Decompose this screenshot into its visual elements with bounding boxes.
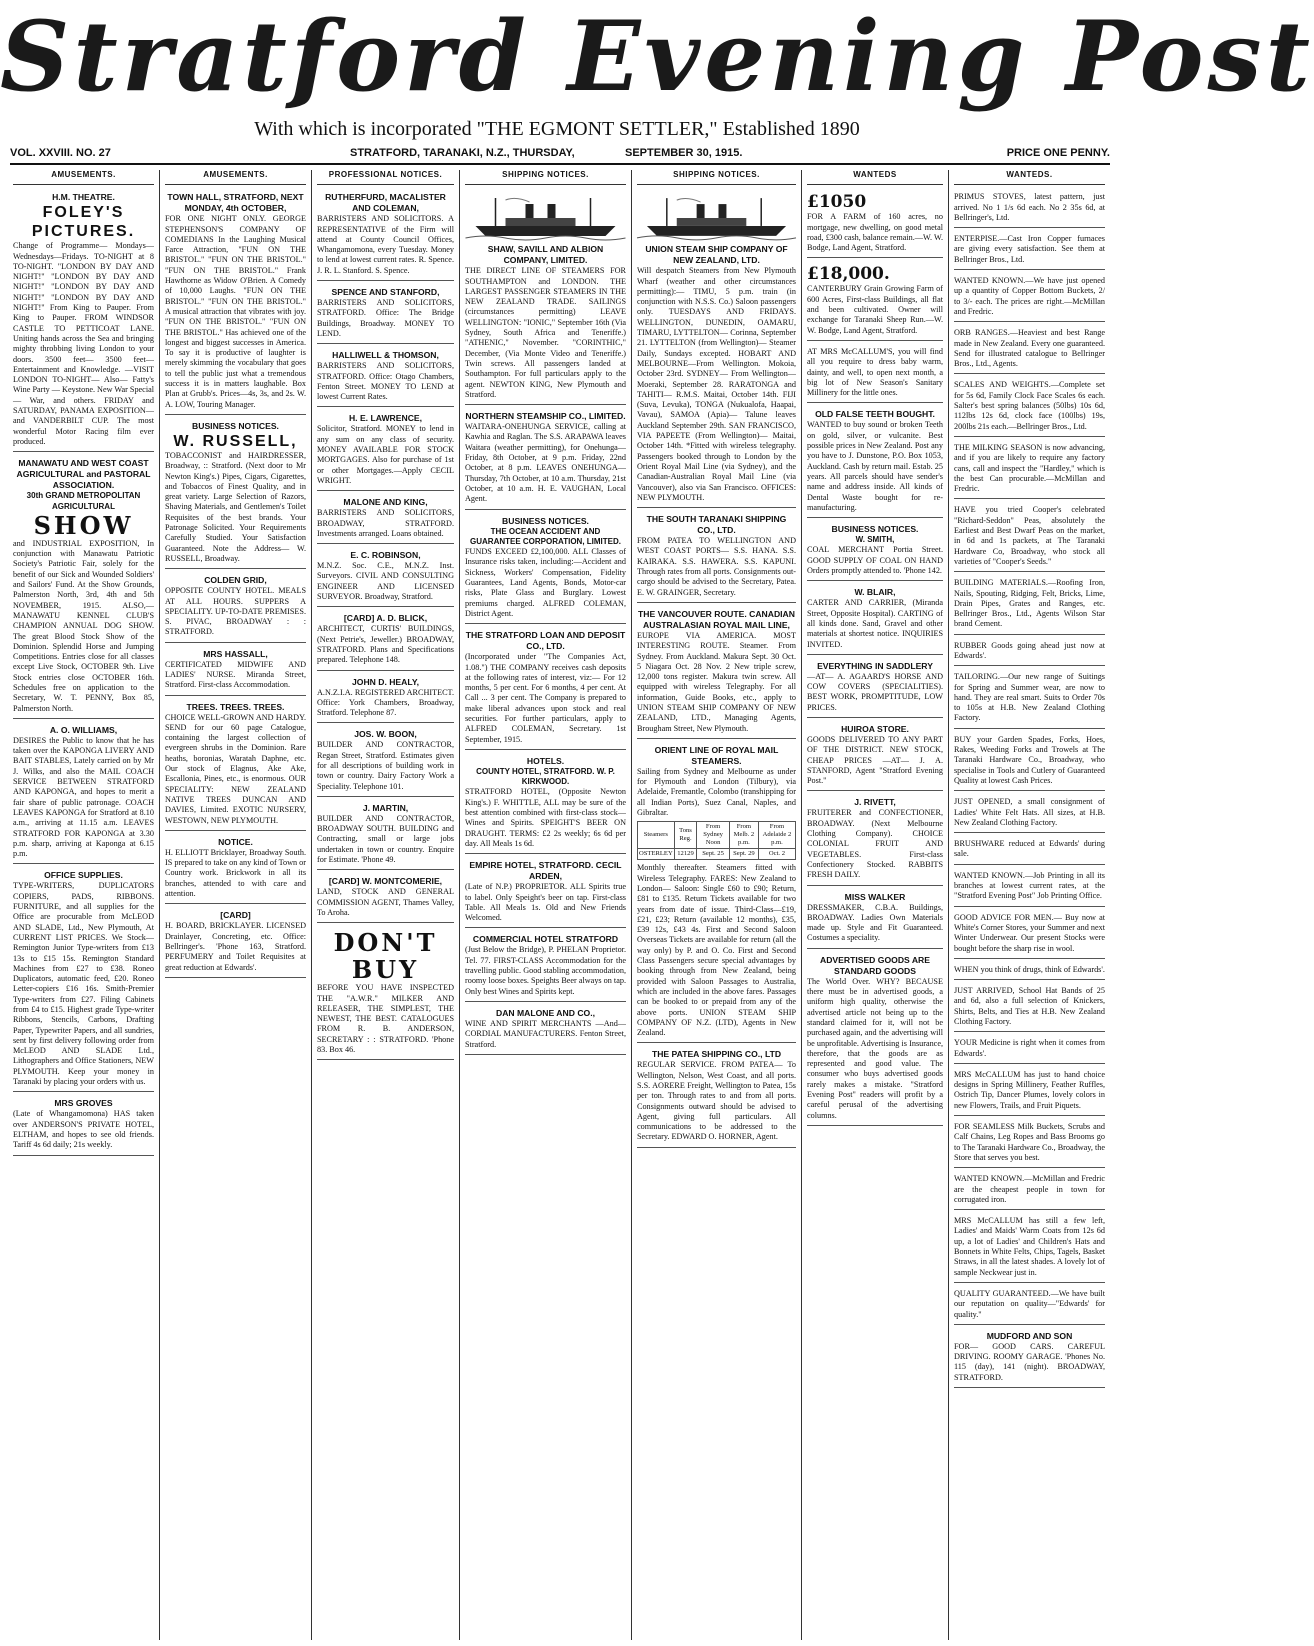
ad-body: H. ELLIOTT Bricklayer, Broadway South. IS prepared to take on any kind of Town or Country work. Brickwork in all its branches, attended to with care and attention. xyxy=(165,847,306,899)
volume-number: VOL. XXVIII. NO. 27 xyxy=(10,147,111,159)
advertisement xyxy=(954,502,1105,572)
advertisement xyxy=(165,907,306,977)
advertisement xyxy=(637,511,796,603)
advertisement xyxy=(317,873,454,923)
ad-heading: MUDFORD AND SON xyxy=(986,1330,1073,1341)
ad-heading: MRS HASSALL, xyxy=(203,648,268,659)
ad-body: BEFORE YOU HAVE INSPECTED THE "A.W.R." MILKER AND RELEASER, THE SIMPLEST, THE NEWEST, THE BEST. CATALOGUES FROM R. B. ANDERSON, SECRETARY : : STRATFORD. 'Phone 83. Box 46. xyxy=(317,983,454,1055)
advertisement xyxy=(317,189,454,281)
column-6 xyxy=(802,170,949,1640)
table-cell: Sept. 29 xyxy=(729,849,758,860)
column-5 xyxy=(632,170,802,1640)
advertisement xyxy=(465,1005,626,1055)
ad-heading: COLDEN GRID, xyxy=(204,575,267,586)
ad-body: YOUR Medicine is right when it comes from Edwards'. xyxy=(954,1038,1105,1058)
advertisement xyxy=(807,344,943,403)
ad-heading: BUSINESS NOTICES. xyxy=(192,420,279,431)
advertisement xyxy=(637,1046,796,1147)
advertisement xyxy=(465,408,626,509)
ad-body: WHEN you think of drugs, think of Edwards'. xyxy=(954,964,1105,974)
table-row xyxy=(638,849,796,860)
ad-body: BARRISTERS AND SOLICITORS, STRATFORD. Office: The Bridge Buildings, Broadway. MONEY TO LEND. xyxy=(317,298,454,338)
advertisement xyxy=(954,575,1105,634)
advertisement xyxy=(807,889,943,949)
ad-heading: EMPIRE HOTEL, STRATFORD. CECIL ARDEN, xyxy=(469,860,622,882)
ad-body: Solicitor, Stratford. MONEY to lend in any sum on any class of security. MONEY AVAILABLE FOR STOCK MORTGAGES. Also for purchase of 1st or other Mortgages.—Apply CECIL WRIGHT. xyxy=(317,424,454,485)
advertisement xyxy=(165,646,306,696)
ad-heading: SPENCE AND STANFORD, xyxy=(331,287,440,298)
advertisement xyxy=(954,1171,1105,1210)
advertisement xyxy=(954,910,1105,959)
advertisement xyxy=(954,1328,1105,1388)
table-header-cell: From Sydney Noon xyxy=(697,822,730,849)
ad-body: DESIRES the Public to know that he has taken over the KAPONGA LIVERY AND BAIT STABLES, Lately carried on by Mr J. Wilks, and also the MAIL COACH SERVICE BETWEEN STRATFORD AND KAPONGA, and hopes to merit a fair share of public patronage. COACH LEAVES KAPONGA for Stratford at 8.10 a.m., arriving at 11.15 a.m. LEAVES STRATFORD FOR KAPONGA at 3.30 p.m. sharp, arriving at Kaponga at 6.15 p.m. xyxy=(13,735,154,859)
advertisement xyxy=(317,284,454,344)
price: PRICE ONE PENNY. xyxy=(1006,147,1110,159)
ad-heading: THE STRATFORD LOAN AND DEPOSIT CO., LTD. xyxy=(465,630,626,652)
table-cell: OSTERLEY xyxy=(638,849,675,860)
ad-heading: OFFICE SUPPLIES. xyxy=(44,870,123,881)
ad-body: LAND, STOCK AND GENERAL COMMISSION AGENT, Thames Valley, To Aroha. xyxy=(317,887,454,917)
ad-heading: THE PATEA SHIPPING CO., LTD xyxy=(651,1049,782,1060)
ad-heading: THE VANCOUVER ROUTE. CANADIAN AUSTRALASIAN ROYAL MAIL LINE, xyxy=(638,608,795,630)
ad-body: REGULAR SERVICE. FROM PATEA— To Wellington, Nelson, West Coast, and all ports. S.S. AORERE Freight, Wellington to Patea, 15s per ton. Through rates to and from all ports. Consignments outward should be advised to Agent, giving full particulars. All communications to be addressed to the Secretary. EDWARD O. HORNER, Agent. xyxy=(637,1060,796,1142)
advertisement xyxy=(954,1035,1105,1064)
table-cell: Sept. 25 xyxy=(697,849,730,860)
ad-body: RUBBER Goods going ahead just now at Edwards'. xyxy=(954,640,1105,660)
newspaper-title: Stratford Evening Post xyxy=(0,0,1314,113)
ad-heading: DAN MALONE AND CO., xyxy=(496,1007,595,1018)
ad-heading: MRS GROVES xyxy=(54,1098,113,1109)
advertisement xyxy=(465,753,626,854)
advertisement xyxy=(317,726,454,796)
column-heading: AMUSEMENTS. xyxy=(165,170,306,185)
ad-body: WANTED KNOWN.—Job Printing in all its branches at lowest current rates, at the "Stratford Evening Post" Job Printing Office. xyxy=(954,870,1105,901)
ad-body: BUILDER AND CONTRACTOR, BROADWAY SOUTH. BUILDING and Contracting, small or large jobs undertaken in town or country. Enquire for Estimate. 'Phone 49. xyxy=(317,813,454,865)
ad-body: FUNDS EXCEED £2,100,000. ALL Classes of Insurance risks taken, including:—Accident and Sickness, Workers' Compensation, Fidelity Guarantees, Land Agents, Bonds, Motor-car risks, Plate Glass and Burglary. Lowest premiums charged. ALFRED COLEMAN, District Agent. xyxy=(465,547,626,618)
ad-body: The World Over. WHY? BECAUSE there must be in advertised goods, a uniform high quality, otherwise the advertised article not being up to the standard claimed for it, will not be purchased again, and the advertising will be unprofitable. Advertising is Insurance, therefore, that the goods are as represented and good value. The consumer who buys advertised goods rarely makes a mistake. "Stratford Evening Post" readers will profit by a careful perusal of the advertising columns. xyxy=(807,976,943,1120)
ad-heading: OLD FALSE TEETH BOUGHT. xyxy=(815,409,935,420)
ad-heading: ADVERTISED GOODS ARE STANDARD GOODS xyxy=(820,954,930,976)
ad-heading: NORTHERN STEAMSHIP CO., LIMITED. xyxy=(465,411,626,422)
advertisement xyxy=(13,867,154,1092)
ad-heading: [CARD] A. D. BLICK, xyxy=(343,613,428,624)
ad-body: FOR ONE NIGHT ONLY. GEORGE STEPHENSON'S COMPANY OF COMEDIANS In the Laughing Musical Farce Attraction, "FUN ON THE BRISTOL." "FUN ON THE BRISTOL." "FUN ON THE BRISTOL." Frank Hawthorne as Widow O'Brien. A Comedy of 10,000 Laughs. "FUN ON THE BRISTOL." "FUN ON THE BRISTOL." A musical attraction that vibrates with joy. "FUN ON THE BRISTOL." "FUN ON THE BRISTOL." Has achieved one of the longest and biggest successes in America. To say it is productive of laughter is merely skimming the vocabulary that goes to tell the public just what a tremendous success it is in matters laughable. Box Plan at Grubb's. Prices—4s, 3s, and 2s. W. A. LOW, Touring Manager. xyxy=(165,214,306,409)
ad-heading: RUTHERFURD, MACALISTER AND COLEMAN, xyxy=(325,192,446,214)
ad-heading: COMMERCIAL HOTEL STRATFORD xyxy=(472,934,619,945)
ad-heading: [CARD] W. MONTCOMERIE, xyxy=(328,876,443,887)
ad-body: WANTED to buy sound or broken Teeth on gold, silver, or vulcanite. Best possible prices in New Zealand. Post any you have to J. Dunstone, P.O. Box 1053, Auckland. Cash by return mail. Estab. 25 years. All parcels should have sender's name and address inside. All kinds of Dental Waste bought for re-manufacturing. xyxy=(807,420,943,512)
advertisement xyxy=(317,610,454,670)
ad-subheading: COUNTY HOTEL, STRATFORD. W. P. KIRKWOOD. xyxy=(476,766,615,787)
ad-subheading: 30th GRAND METROPOLITAN AGRICULTURAL xyxy=(26,491,141,511)
ad-body: BARRISTERS AND SOLICITORS, BROADWAY, STRATFORD. Investments arranged. Loans obtained. xyxy=(317,508,454,538)
ad-body: Will despatch Steamers from New Plymouth Wharf (weather and other circumstances permitting):— TIMU, 5 p.m. train (in conjunction with N.S.S. Co.) Saloon passengers only. TUESDAYS AND FRIDAYS. WELLINGTON, DUNEDIN, OAMARU, TIMARU, LYTTELTON— Corinna, September 21. LYTTELTON (from Wellington)— Steamer Daily, Sundays excepted. HOBART AND MELBOURNE—From Wellington. Mokoia, October 23rd. SYDNEY— From Wellington—Moeraki, September 28. RARATONGA and TAHITI— R.M.S. Maitai, October 14th. FIJI (Suva, Levuka), TONGA (Nukualofa, Haapai, Vavau), SAMOA (Apia)— Talune leaves Auckland September 29th. SAN FRANCISCO, VIA PAPEETE (From Wellington)— Maitai, October 14th. *Fitted with wireless telegraphy. Passengers booked through to London by the Orient Royal Mail Line (via Sydney), and the Canadian-Australian Royal Mail Line (via Vancouver), also via San Francisco. OFFICES: NEW PLYMOUTH. xyxy=(637,266,796,502)
advertisement xyxy=(954,1067,1105,1116)
ad-body: FROM PATEA TO WELLINGTON AND WEST COAST PORTS— S.S. HANA. S.S. KAIRAKA. S.S. HAWERA. S.S. KAPUNI. Through rates from all ports. Consignments out-cargo should be advised to the Secretary, Patea. E. W. GRAINGER, Secretary. xyxy=(637,536,796,597)
steamer-icon xyxy=(637,194,796,242)
advertisement xyxy=(165,699,306,831)
ad-heading: TREES. TREES. TREES. xyxy=(186,701,285,712)
advertisement xyxy=(954,231,1105,270)
advertisement xyxy=(465,931,626,1001)
advertisement xyxy=(637,742,796,1044)
advertisement xyxy=(954,325,1105,374)
advertisement xyxy=(165,418,306,569)
ad-body: (Just Below the Bridge), P. PHELAN Proprietor. Tel. 77. FIRST-CLASS Accommodation for the travelling public. Good stabling accommodation, roomy loose boxes. Speights Beer always on tap. Only best Wines and Spirits kept. xyxy=(465,945,626,996)
ad-heading: H.M. THEATRE. xyxy=(52,192,115,203)
issue-date: SEPTEMBER 30, 1915. xyxy=(625,147,743,159)
ad-heading: MISS WALKER xyxy=(844,891,906,902)
advertisement xyxy=(954,377,1105,436)
ad-body: HAVE you tried Cooper's celebrated "Richard-Seddon" Peas, absolutely the Earliest and Best Dwarf Peas on the market, in 6d and 1s packets, at The Taranaki Hardware Co, Broadway, who stock all varieties of "Cooper's Seeds." xyxy=(954,505,1105,566)
advertisement xyxy=(954,1119,1105,1168)
ad-heading: J. MARTIN, xyxy=(362,802,409,813)
advertisement xyxy=(954,983,1105,1032)
ad-body: DRESSMAKER, C.B.A. Buildings, BROADWAY. Ladies Own Materials made up. Style and Fit Guaranteed. Costumes a speciality. xyxy=(807,902,943,943)
ad-body: BUY your Garden Spades, Forks, Hoes, Rakes, Weeding Forks and Trowels at The Taranaki Hardware Co., Broadway, who specialise in Tools and Cutlery of Guaranteed Quality at lowest Cash Prices. xyxy=(954,734,1105,785)
ad-body: BUILDING MATERIALS.—Roofing Iron, Nails, Spouting, Ridging, Felt, Bricks, Lime, Drain Pipes, Grates and Ranges, etc. Bellringer Bros., Ltd., Agents Wilson Star brand Cement. xyxy=(954,578,1105,629)
column-4 xyxy=(460,170,632,1640)
ad-body: M.N.Z. Soc. C.E., M.N.Z. Inst. Surveyors. CIVIL AND CONSULTING ENGINEER AND LICENSED SURVEYOR. Broadway, Stratford. xyxy=(317,561,454,602)
ad-body: Monthly thereafter. Steamers fitted with Wireless Telegraphy. FARES: New Zealand to London— Saloon: Single £60 to £90; Return, £81 to £135. Return Tickets available for two years from date of issue. Third-Class—£19, £21, £23; Return (available 12 months), £35, £39 12s, £43 4s. First and Second Saloon Overseas Tickets are available for return (all the way only) by P. and O. Co. First and Second Class Passengers secure special advantages by booking through from New Zealand, being provided with Saloon Passages to Australia, which are included in the above fares. Passages can be booked to or prepaid from any of the above ports. UNION STEAM SHIP COMPANY OF N.Z. (LTD), Agents in New Zealand. xyxy=(637,863,796,1038)
ad-body: WANTED KNOWN.—We have just opened up a quantity of Copper Bottom Buckets, 2/ to 3/- each. The prices are right.—McMillan and Fredric. xyxy=(954,276,1105,316)
column-7 xyxy=(949,170,1110,1640)
newspaper-subtitle: With which is incorporated "THE EGMONT SETTLER," Established 1890 xyxy=(254,118,860,140)
ad-heading: UNION STEAM SHIP COMPANY OF NEW ZEALAND, LTD. xyxy=(645,244,788,266)
ad-body: GOODS DELIVERED TO ANY PART OF THE DISTRICT. NEW STOCK, CHEAP PRICES —AT— J. A. STANFORD, Agent "Stratford Evening Post." xyxy=(807,734,943,786)
ad-body: GOOD ADVICE FOR MEN.— Buy now at White's Corner Stores, your Summer and next Winter Underwear. Our present Stocks were bought before the sharp rise in wool. xyxy=(954,912,1105,953)
ad-body: ORB RANGES.—Heaviest and best Range made in New Zealand. Every one guaranteed. Send for illustrated catalogue to Bellringer Bros., Ltd., Agents. xyxy=(954,328,1105,369)
advertisement xyxy=(317,410,454,491)
table-cell: 12129 xyxy=(674,849,697,860)
ad-body: TOBACCONIST and HAIRDRESSER, Broadway, :: Stratford. (Next door to Mr Newton King's.) Pipes, Cigars, Cigarettes, and Tobaccos of Finest Quality, and in great variety. Large Selection of Razors, Shaving Materials, and Gentlemen's Toilet Requisites of the best brands. Your Patronage Solicited. Your Requirements Carefully Studied. Your Satisfaction Guaranteed. Note the Address— W. RUSSELL, Broadway. xyxy=(165,450,306,563)
column-heading: AMUSEMENTS. xyxy=(13,170,154,185)
ad-body: CANTERBURY Grain Growing Farm of 600 Acres, First-class Buildings, all flat and been cultivated. Owner will exchange for Taranaki Sheep Run.—W. W. Bodge, Land Agent, Stratford. xyxy=(807,284,943,335)
ad-body: BARRISTERS AND SOLICITORS. A REPRESENTATIVE of the Firm will attend at County Council Offices, Whangamomona, every Tuesday. Money to lend at lowest current rates. R. Spence. J. R. L. Stanford. S. Spence. xyxy=(317,214,454,275)
ad-body: PRIMUS STOVES, latest pattern, just arrived. No 1 1/s 6d each. No 2 35s 6d, at Bellringer's, Ltd. xyxy=(954,192,1105,222)
steamer-icon xyxy=(465,194,626,242)
ad-body: BUILDER AND CONTRACTOR, Regan Street, Stratford. Estimates given for all descriptions of building work in town or country. Dairy Factory Work a Speciality. Telephone 101. xyxy=(317,740,454,791)
ad-body: FRUITERER and CONFECTIONER, BROADWAY. (Next Melbourne Clothing Company). CHOICE COLONIAL FRUIT AND VEGETABLES. First-class Confectionery Stocked. RABBITS FRESH DAILY. xyxy=(807,808,943,880)
advertisement xyxy=(954,440,1105,499)
ad-body: TAILORING.—Our new range of Suitings for Spring and Summer wear, are now to hand. They are real smart. Suits to Order 70s to 105s at H.B. New Zealand Clothing Factory. xyxy=(954,672,1105,723)
ad-body: —AT— A. AGAARD'S HORSE AND COW COVERS (SPECIALITIES). BEST WORK, PROMPTITUDE, LOW PRICES. xyxy=(807,671,943,712)
column-heading: SHIPPING NOTICES. xyxy=(637,170,796,185)
advertisement xyxy=(317,547,454,607)
ad-body: MRS McCALLUM has just to hand choice designs in Spring Millinery, Feather Ruffles, Ostrich Tip, Dancer Plumes, lovely colors in new Flowers, Trails, and Fruit Piquets. xyxy=(954,1069,1105,1110)
table-header-cell: Steamers xyxy=(638,822,675,849)
ad-body: JUST OPENED, a small consignment of Ladies' White Felt Hats. All sizes, at H.B. New Zealand Clothing Factory. xyxy=(954,797,1105,827)
ad-price: £18,000. xyxy=(807,264,890,285)
advertisement xyxy=(807,406,943,518)
table-header-cell: From Melb. 2 p.m. xyxy=(729,822,758,849)
advertisement xyxy=(954,273,1105,322)
ad-body: H. BOARD, BRICKLAYER. LICENSED Drainlayer, Concreting, etc. Office: Bellringer's. 'Phone 163, Stratford. PERFUMERY and Toilet Requisites at great reduction at Edwards'. xyxy=(165,921,306,972)
ad-display-title: SHOW xyxy=(33,510,134,540)
ad-body: ARCHITECT, CURTIS' BUILDINGS, (Next Petrie's, Jeweller.) BROADWAY, STRATFORD. Plans and Specifications prepared. Telephone 148. xyxy=(317,624,454,665)
advertisement xyxy=(954,189,1105,228)
ad-heading: BUSINESS NOTICES. xyxy=(502,515,589,526)
dateline xyxy=(10,147,1110,165)
advertisement xyxy=(954,868,1105,907)
advertisement xyxy=(954,836,1105,865)
ad-heading: A. O. WILLIAMS, xyxy=(49,724,118,735)
column-3 xyxy=(312,170,460,1640)
column-heading: PROFESSIONAL NOTICES. xyxy=(317,170,454,185)
column-1 xyxy=(8,170,160,1640)
advertisement xyxy=(807,952,943,1126)
column-heading: WANTEDS xyxy=(807,170,943,185)
ad-body: JUST ARRIVED, School Hat Bands of 25 and 6d, also a full selection of Knickers, Shirts, Belts, and Ties at H.B. New Zealand Clothing Factory. xyxy=(954,986,1105,1026)
advertisement xyxy=(954,732,1105,791)
advertisement xyxy=(465,857,626,928)
ad-body: BRUSHWARE reduced at Edwards' during sale. xyxy=(954,839,1105,859)
ad-body: WAITARA-ONEHUNGA SERVICE, calling at Kawhia and Raglan. The S.S. ARAPAWA leaves Waitara (weather permitting), for Onehunga— Friday, 8th October, at 9 p.m. Friday, 22nd October, at 8 p.m. LEAVES ONEHUNGA— Thursday, 7th October, at 10 a.m. Thursday, 21st October, at 10 a.m. H. E. VAUGHAN, Local Agent. xyxy=(465,422,626,504)
table-cell: Oct. 2 xyxy=(758,849,795,860)
ad-body: SCALES AND WEIGHTS.—Complete set for 5s 6d, Family Clock Face Scales 6s each. Salter's best spring balances (50lbs) 10s 6d, 112lbs 12s 6d, clock face (100lbs) 19s, 200lbs 21s each.—Bellringer Bros., Ltd. xyxy=(954,380,1105,431)
advertisement xyxy=(807,658,943,718)
advertisement xyxy=(807,721,943,791)
advertisement xyxy=(954,1213,1105,1283)
ad-body: FOR— GOOD CARS. CAREFUL DRIVING. ROOMY GARAGE. 'Phones No. 115 (day), 141 (night). BROADWAY, STRATFORD. xyxy=(954,1341,1105,1382)
ad-heading: TOWN HALL, STRATFORD, NEXT MONDAY, 4th OCTOBER, xyxy=(167,192,304,214)
table-header-cell: Tons Reg. xyxy=(674,822,697,849)
ad-heading: ORIENT LINE OF ROYAL MAIL STEAMERS. xyxy=(654,744,779,766)
advertisement xyxy=(465,513,626,625)
advertisement xyxy=(465,189,626,405)
ad-price: £1050 xyxy=(807,192,867,213)
advertisement xyxy=(317,347,454,407)
advertisement xyxy=(13,722,154,865)
ad-body: EUROPE VIA AMERICA. MOST INTERESTING ROUTE. Steamer. From Sydney. From Auckland. Makura Sept. 30 Oct. 5 Niagara Oct. 28 Nov. 2 New triple screw, 12,000 tons register. Makura twin screw. All equipped with wireless Telegraphy. For all information, Guide Books, etc., apply to UNION STEAM SHIP COMPANY OF NEW ZEALAND, LTD., Managing Agents, Brougham Street, New Plymouth. xyxy=(637,630,796,733)
ad-heading: MALONE AND KING, xyxy=(343,497,428,508)
advertisement xyxy=(954,962,1105,980)
advertisement xyxy=(954,794,1105,833)
advertisement xyxy=(807,794,943,885)
ad-body: Change of Programme— Mondays—Wednesdays—Fridays. TO-NIGHT at 8 TO-NIGHT. "LONDON BY DAY AND NIGHT!" "LONDON BY DAY AND NIGHT!" "LONDON BY DAY AND NIGHT!" "LONDON BY DAY AND NIGHT!" From King to Pauper. From King to Pauper. FROM WINDSOR CASTLE TO PETTICOAT LANE. Uniting hands across the Sea and bringing mighty throbbing living London to your doors. 3500 feet— 3500 feet— Entertainment and Knowledge. —VISIT LONDON TO-NIGHT— Also— Fatty's Wine Party — Keystone. New War Special — War, and others. FRIDAY and SATURDAY, PANAMA EXPOSITION— and VANDERBILT CUP. The most wonderful Motor Racing film ever produced. xyxy=(13,241,154,446)
advertisement xyxy=(165,572,306,642)
advertisement xyxy=(165,189,306,415)
ad-body: QUALITY GUARANTEED.—We have built our reputation on quality—"Edwards' for quality." xyxy=(954,1288,1105,1319)
ad-body: WANTED KNOWN.—McMillan and Fredric are the cheapest people in town for corrugated iron. xyxy=(954,1174,1105,1204)
advertisement xyxy=(954,1286,1105,1325)
ad-body: CHOICE WELL-GROWN AND HARDY. SEND for our 60 page Catalogue, containing the largest collection of evergreen shrubs in the Dominion. Rare heaths, boronias, Waratah Daphne, etc. Our stock of Elagnus, Ake Ake, Escallonia, Pines, etc., is enormous. OUR SPECIALITY: NEW ZEALAND NATIVE TREES DUNCAN AND DAVIES, Limited. EXOTIC NURSERY, WESTOWN, NEW PLYMOUTH. xyxy=(165,712,306,825)
ad-subheading: W. SMITH, xyxy=(855,535,895,545)
advertisement xyxy=(637,606,796,739)
ad-body: ENTERPISE.—Cast Iron Copper furnaces are giving every satisfaction. See them at Bellringer Bros., Ltd. xyxy=(954,234,1105,264)
ad-body: OPPOSITE COUNTY HOTEL. MEALS AT ALL HOURS. SUPPERS A SPECIALITY. UP-TO-DATE PREMISES. S. PIVAC, BROADWAY : : STRATFORD. xyxy=(165,586,306,637)
ad-heading: EVERYTHING IN SADDLERY xyxy=(817,660,933,671)
ad-body: CERTIFICATED MIDWIFE AND LADIES' NURSE. Miranda Street, Stratford. First-class Accommodation. xyxy=(165,659,306,690)
ad-body: FOR A FARM of 160 acres, no mortgage, new dwelling, on good metal road, £300 cash, balance remain.—W. W. Bodge, Land Agent, Stratford. xyxy=(807,212,943,253)
ad-heading: HOTELS. xyxy=(526,755,565,766)
ad-display-title: DON'T BUY xyxy=(333,928,438,985)
advertisement xyxy=(807,189,943,258)
ad-heading: JOS. W. BOON, xyxy=(354,729,417,740)
advertisement xyxy=(13,1095,154,1155)
ad-body: CARTER AND CARRIER, (Miranda Street, Opposite Hospital). CARTING of all kinds done. Sand, Gravel and other materials at shortest notice. INQUIRIES INVITED. xyxy=(807,598,943,649)
table-header-cell: From Adelaide 2 p.m. xyxy=(758,822,795,849)
ad-display-title: W. RUSSELL, xyxy=(173,432,298,450)
advertisement xyxy=(317,674,454,724)
column-2 xyxy=(160,170,312,1640)
advertisement xyxy=(807,521,943,581)
ad-body: (Late of N.P.) PROPRIETOR. ALL Spirits true to label. Only Speight's beer on tap. First-class Table. All Meals 1s. Old and New Friends Welcomed. xyxy=(465,882,626,923)
ad-body: Sailing from Sydney and Melbourne as under for Plymouth and London (Tilbury), via Adelaide, Fremantle, Colombo (transhipping for all Indian Ports), Suez Canal, Naples, and Gibraltar. xyxy=(637,766,796,818)
ad-subheading: THE OCEAN ACCIDENT AND GUARANTEE CORPORATION, LIMITED. xyxy=(470,526,621,546)
ad-heading: [CARD] xyxy=(220,910,251,921)
advertisement xyxy=(954,638,1105,667)
sailing-table xyxy=(637,821,796,860)
ad-body: (Late of Whangamomona) HAS taken over ANDERSON'S PRIVATE HOTEL, ELTHAM, and hopes to see old friends. Tariff 4s 6d daily; 21s weekly. xyxy=(13,1109,154,1150)
advertisement xyxy=(317,494,454,544)
ad-heading: JOHN D. HEALY, xyxy=(351,676,420,687)
ad-heading: NOTICE. xyxy=(218,836,253,847)
advertisement xyxy=(317,926,454,1060)
advertisement xyxy=(637,189,796,508)
ad-heading: J. RIVETT, xyxy=(854,797,896,808)
ad-body: MRS McCALLUM has still a few left, Ladies' and Maids' Warm Coats from 12s 6d up, a lot of Ladies' and Children's Hats and Bonnets in White Felts, Chips, Tagels, Basket Straws, in all the latest shades. A lovely lot of sample Neckwear just in. xyxy=(954,1216,1105,1277)
ad-display-title: FOLEY'S PICTURES. xyxy=(31,204,136,241)
masthead xyxy=(0,0,1314,145)
ad-heading: SHAW, SAVILL AND ALBION COMPANY, LIMITED. xyxy=(487,244,604,266)
ad-body: A.N.Z.I.A. REGISTERED ARCHITECT. Office: York Chambers, Broadway, Stratford. Telephone 87. xyxy=(317,687,454,718)
advertisement xyxy=(13,189,154,452)
column-heading: SHIPPING NOTICES. xyxy=(465,170,626,185)
ad-body: THE DIRECT LINE OF STEAMERS FOR SOUTHAMPTON and LONDON. THE LARGEST PASSENGER STEAMERS IN THE NEW ZEALAND TRADE. SAILINGS (circumstances permitting) LEAVE WELLINGTON: "IONIC," September 16th (Via Sydney, South Africa and Teneriffe.) "ATHENIC," November. "CORINTHIC," December, (Via Monte Video and Teneriffe.) Twin screws. All passengers landed at Southampton. For full particulars apply to the agent. NEWTON KING, New Plymouth and Stratford. xyxy=(465,266,626,399)
column-heading: WANTEDS. xyxy=(954,170,1105,185)
ad-body: and INDUSTRIAL EXPOSITION, In conjunction with Manawatu Patriotic Society's Patriotic Fair, solely for the benefit of our Sick and Wounded Soldiers' and Sailors' Fund. At the Show Grounds, Palmerston North, 3rd, 4th and 5th NOVEMBER, 1915. ALSO,— MANAWATU KENNEL CLUB'S CHAMPION ANNUAL DOG SHOW. The great Blood Stock Show of the Dominion. Splendid Horse and Jumping Competitions. Entries close for all classes except Live Stock, OCTOBER 9th. Live Stock entries close OCTOBER 16th. Schedules free on application to the Secretary, W. T. PENNY, Box 85, Palmerston North. xyxy=(13,538,154,713)
advertisement xyxy=(165,834,306,904)
ad-body: BARRISTERS AND SOLICITORS, STRATFORD. Office: Otago Chambers, Fenton Street. MONEY TO LEND at lowest Current Rates. xyxy=(317,361,454,402)
ad-heading: THE SOUTH TARANAKI SHIPPING CO., LTD. xyxy=(646,514,787,536)
ad-body: (Incorporated under "The Companies Act, 1.08.") THE COMPANY receives cash deposits at the following rates of interest, viz:— For 12 months, 5 per cent. For 6 months, 4 per cent. At Call ... 3 per cent. The Company is prepared to make liberal advances upon stock and real securities. For further particulars, apply to ALFRED COLEMAN, Secretary. 1st September, 1915. xyxy=(465,652,626,744)
advertisement xyxy=(807,584,943,654)
ad-body: TYPE-WRITERS, DUPLICATORS COPIERS, PADS, RIBBONS. FURNITURE, and all supplies for the Office are procurable from McLEOD AND SLADE, Ltd., New Plymouth, At CURRENT LIST PRICES. We Stock— Remington Junior Type-writers from £13 13s to £15 15s. Remington Standard Machines from £27 to £38. Roneo Duplicators, automatic feed, £20. Roneo Letter-copiers £16 16s. Smith-Premier Type-writers from £27. Filing Cabinets from £4 to £15. Highest grade Type-writer Ribbons, Stencils, Carbons, Drafting Paper, Typewriter Papers, and all sundries, sent by first delivery following order from McLEOD AND SLADE Ltd., Lithographers and Office Stationers, NEW PLYMOUTH. Keep your money in Taranaki by placing your orders with us. xyxy=(13,881,154,1087)
ad-body: THE MILKING SEASON is now advancing, and if you are likely to require any factory cans, call and inspect the "Hardley," which is the best Can procurable.—McMillan and Fredric. xyxy=(954,442,1105,494)
ad-heading: E. C. ROBINSON, xyxy=(350,550,421,561)
ad-body: FOR SEAMLESS Milk Buckets, Scrubs and Calf Chains, Leg Ropes and Bass Brooms go to The Taranaki Hardware Co., Broadway, the Store that serves you best. xyxy=(954,1122,1105,1162)
ad-body: WINE AND SPIRIT MERCHANTS —And— CORDIAL MANUFACTURERS. Fenton Street, Stratford. xyxy=(465,1018,626,1049)
ad-body: AT MRS McCALLUM'S, you will find all you require to dress baby warm, dainty, and well, to open next month, a big lot of New Season's Sanitary Millinery for the little ones. xyxy=(807,346,943,398)
advertisement xyxy=(317,800,454,870)
advertisement xyxy=(465,627,626,750)
ad-heading: HUIROA STORE. xyxy=(841,723,909,734)
ad-heading: W. BLAIR, xyxy=(854,587,896,598)
advertisement xyxy=(954,669,1105,728)
ad-heading: HALLIWELL & THOMSON, xyxy=(332,350,439,361)
place-line: STRATFORD, TARANAKI, N.Z., THURSDAY, xyxy=(350,147,575,159)
ad-heading: MANAWATU AND WEST COAST AGRICULTURAL and PASTORAL ASSOCIATION. xyxy=(16,458,151,491)
ad-heading: BUSINESS NOTICES. xyxy=(831,524,919,535)
ad-body: STRATFORD HOTEL, (Opposite Newton King's.) F. WHITTLE, ALL may be sure of the best attention combined with first-class stock—Wines and Spirits. SPEIGHT'S BEER ON DRAUGHT. TERMS: £2 2s weekly; 6s 6d per day. All Meals 1s 6d. xyxy=(465,787,626,848)
ad-heading: H. E. LAWRENCE, xyxy=(348,413,423,424)
ad-body: COAL MERCHANT Portia Street. GOOD SUPPLY OF COAL ON HAND Orders promptly attended to. 'Phone 142. xyxy=(807,545,943,576)
advertisement-grid xyxy=(8,170,1110,1640)
advertisement xyxy=(13,455,154,719)
table-header-row xyxy=(638,822,796,849)
advertisement xyxy=(807,261,943,340)
